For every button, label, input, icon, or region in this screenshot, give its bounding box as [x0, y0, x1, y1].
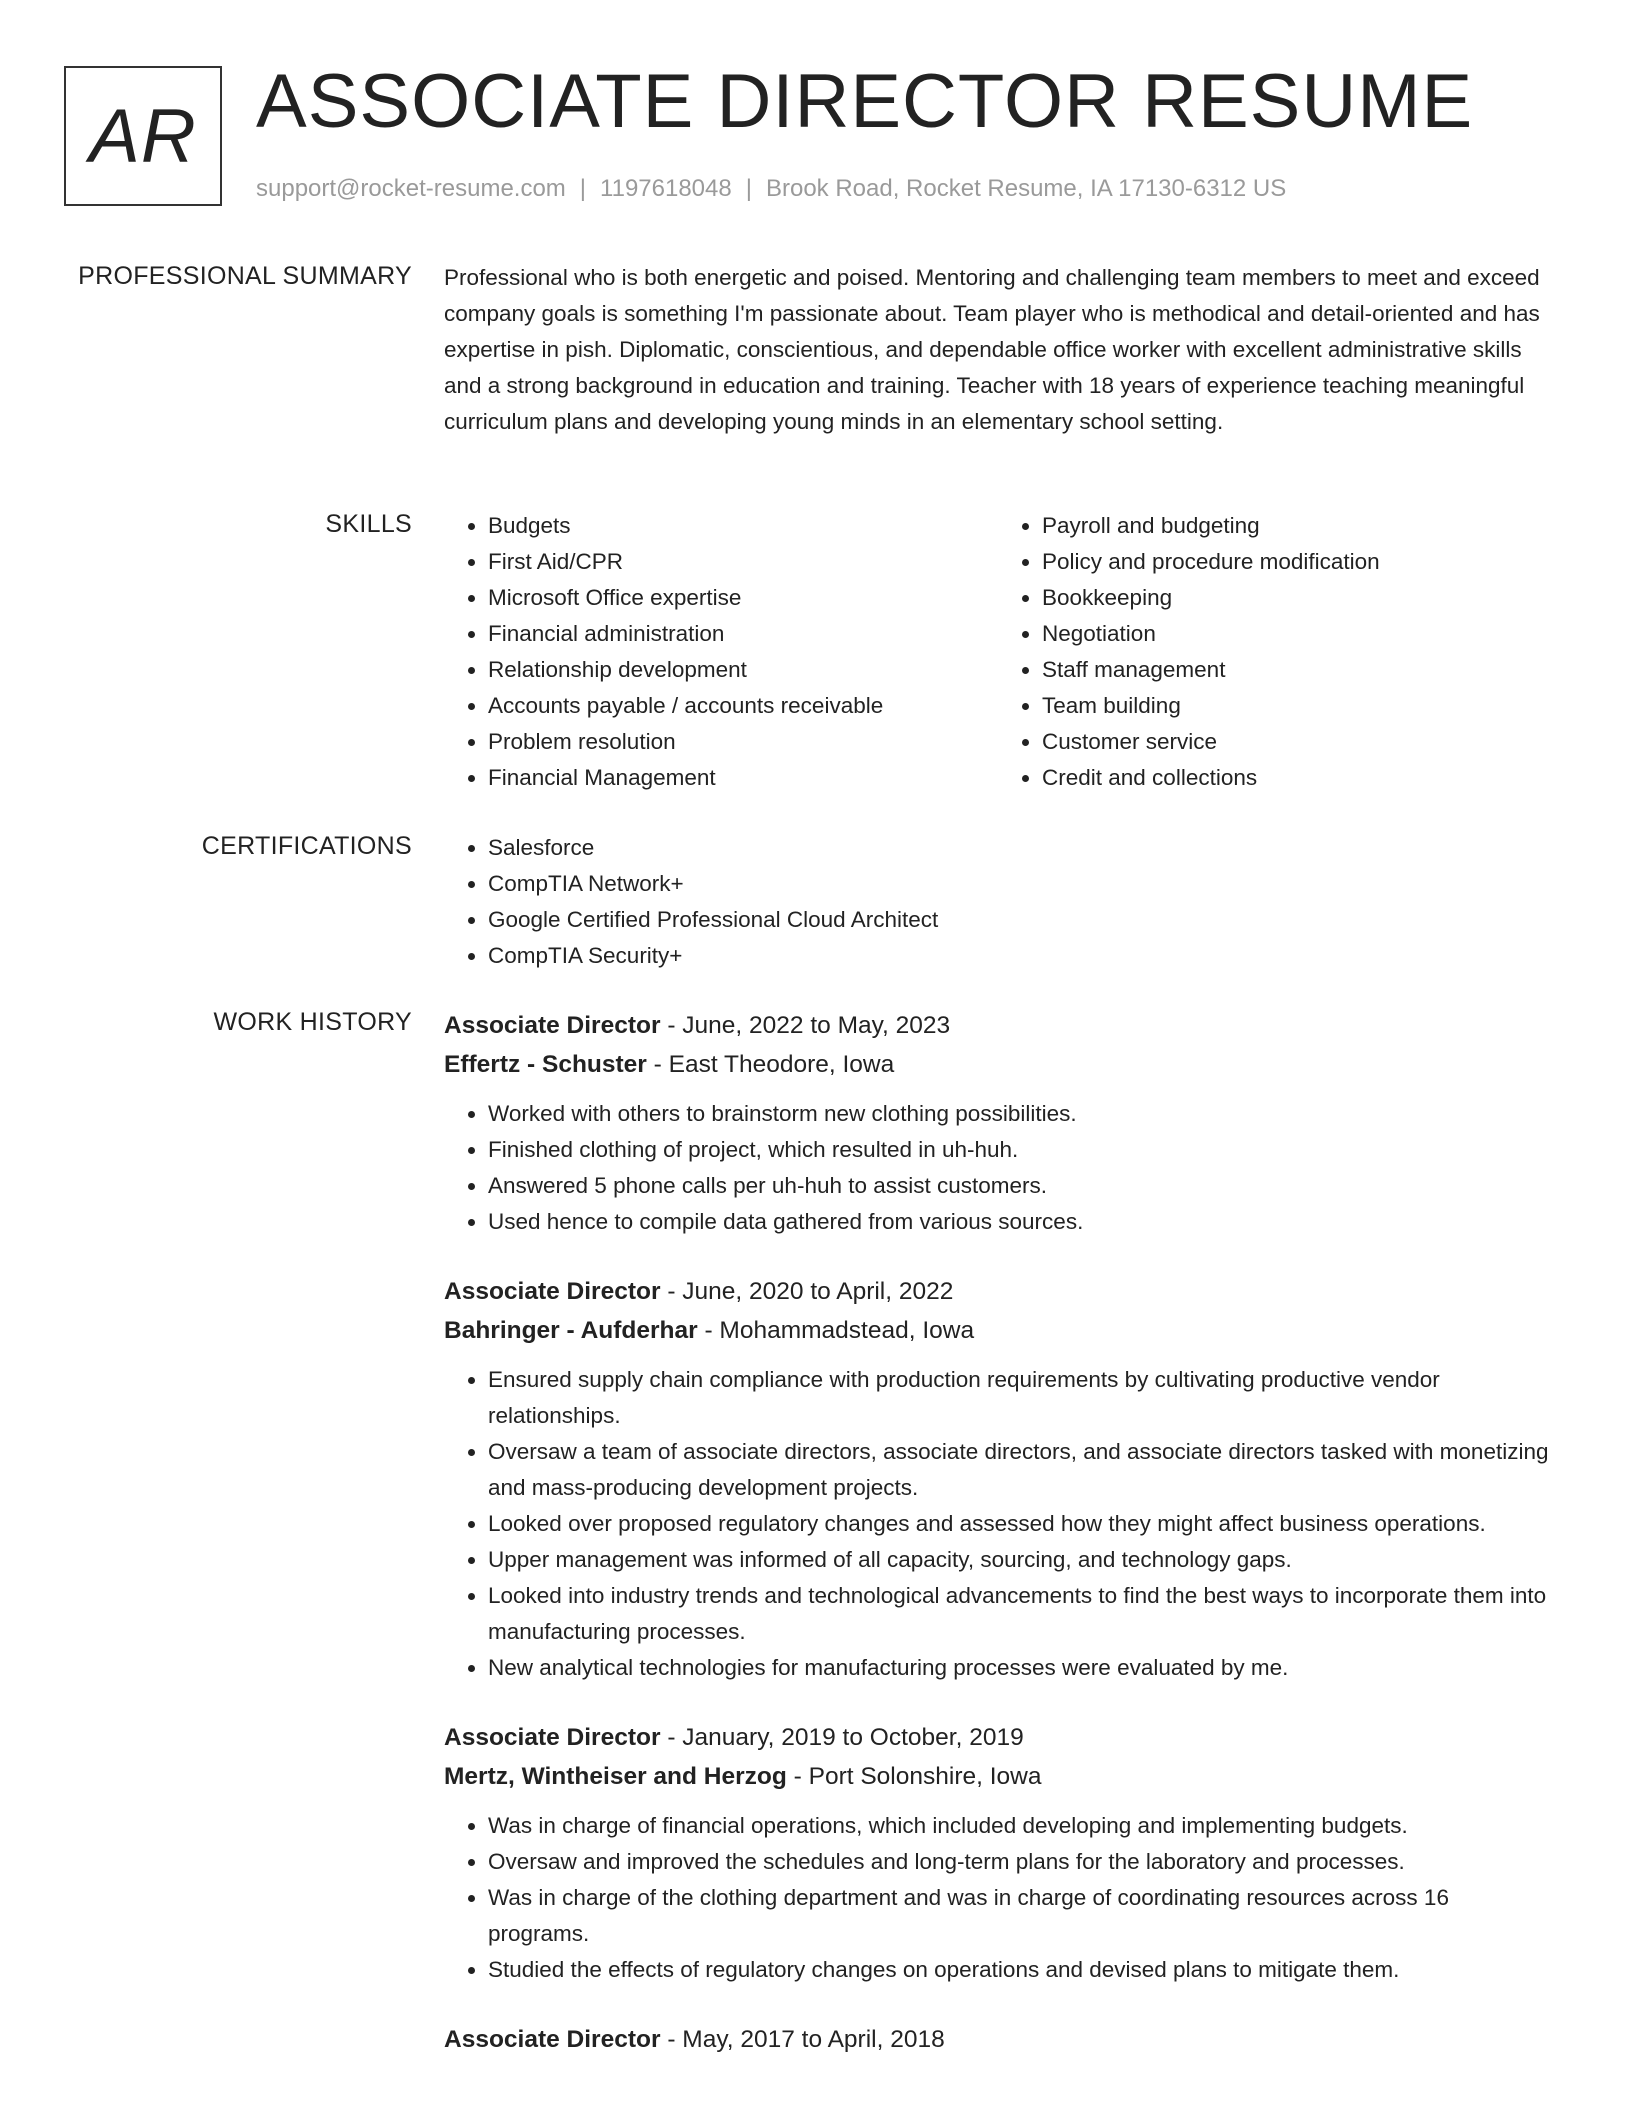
work-history-body [444, 1006, 1552, 2091]
job-entry [444, 2020, 1552, 2059]
certification-item: • Google Certified Professional Cloud Architect [488, 902, 1552, 938]
job-title-line [444, 1006, 1552, 1045]
skill-item: • Relationship development [488, 652, 998, 688]
job-title: Associate Director [444, 1724, 661, 1751]
job-entry [444, 1718, 1552, 1988]
job-entry [444, 1272, 1552, 1686]
job-dates: - June, 2022 to May, 2023 [660, 1012, 951, 1039]
job-company-line [444, 1757, 1552, 1796]
job-company-line [444, 1311, 1552, 1350]
certification-item: • Salesforce [488, 830, 1552, 866]
skill-item: • Policy and procedure modification [1042, 544, 1552, 580]
contact-separator: | [579, 175, 587, 202]
section-label-work-history: WORK HISTORY [213, 1008, 412, 1036]
job-duty-item: • Ensured supply chain compliance with production requirements by cultivating productive vendor relationships. [488, 1362, 1552, 1434]
job-duty-item: • Worked with others to brainstorm new clothing possibilities. [488, 1096, 1552, 1132]
skill-item: • Accounts payable / accounts receivable [488, 688, 998, 724]
contact-phone[interactable]: 1197618048 [600, 175, 732, 202]
monogram-initials: AR [89, 93, 197, 179]
skills-list-left [444, 508, 998, 796]
job-duties-list [444, 1808, 1552, 1988]
job-duty-item: • Was in charge of financial operations, which included developing and implementing budgets. [488, 1808, 1552, 1844]
job-location: - East Theodore, Iowa [646, 1051, 895, 1078]
job-duty-item: • Answered 5 phone calls per uh-huh to assist customers. [488, 1168, 1552, 1204]
skill-item: • Bookkeeping [1042, 580, 1552, 616]
job-dates: - June, 2020 to April, 2022 [660, 1278, 954, 1305]
job-company: Mertz, Wintheiser and Herzog [444, 1763, 787, 1790]
job-company: Effertz - Schuster [444, 1051, 647, 1078]
job-title-line [444, 2020, 1552, 2059]
contact-email[interactable]: support@rocket-resume.com [256, 175, 566, 202]
contact-separator: | [745, 175, 752, 202]
job-duty-item: • Was in charge of the clothing department and was in charge of coordinating resources across 16 programs. [488, 1880, 1552, 1952]
job-duty-item: • Looked into industry trends and technological advancements to find the best ways to incorporate them into manufacturing processes. [488, 1578, 1552, 1650]
job-duty-item: • Looked over proposed regulatory changes and assessed how they might affect business operations. [488, 1506, 1552, 1542]
skill-item: • Team building [1042, 688, 1552, 724]
job-duty-item: • New analytical technologies for manufacturing processes were evaluated by me. [488, 1650, 1552, 1686]
skill-item: • Customer service [1042, 724, 1552, 760]
job-duties-list [444, 1362, 1552, 1686]
job-title: Associate Director [444, 1012, 661, 1039]
job-duty-item: • Studied the effects of regulatory changes on operations and devised plans to mitigate them. [488, 1952, 1552, 1988]
skill-item: • Budgets [488, 508, 998, 544]
job-title: Associate Director [444, 1278, 661, 1305]
contact-line [256, 174, 1286, 204]
job-duty-item: • Oversaw and improved the schedules and long-term plans for the laboratory and processes. [488, 1844, 1552, 1880]
skill-item: • Staff management [1042, 652, 1552, 688]
job-duty-item: • Used hence to compile data gathered from various sources. [488, 1204, 1552, 1240]
job-location: - Port Solonshire, Iowa [786, 1763, 1042, 1790]
job-title-line [444, 1272, 1552, 1311]
job-title: Associate Director [444, 2026, 661, 2053]
certifications-body [444, 830, 1552, 974]
job-location: - Mohammadstead, Iowa [697, 1317, 975, 1344]
job-duties-list [444, 1096, 1552, 1240]
job-duty-item: • Upper management was informed of all capacity, sourcing, and technology gaps. [488, 1542, 1552, 1578]
section-label-skills: SKILLS [325, 510, 412, 538]
certification-item: • CompTIA Security+ [488, 938, 1552, 974]
resume-title: ASSOCIATE DIRECTOR RESUME [256, 59, 1474, 144]
skill-item: • Negotiation [1042, 616, 1552, 652]
summary-body [444, 260, 1552, 440]
job-duty-item: • Finished clothing of project, which resulted in uh-huh. [488, 1132, 1552, 1168]
job-title-line [444, 1718, 1552, 1757]
skill-item: • Microsoft Office expertise [488, 580, 998, 616]
skill-item: • Financial administration [488, 616, 998, 652]
job-company-line [444, 1045, 1552, 1084]
certifications-list [444, 830, 1552, 974]
skill-item: • Financial Management [488, 760, 998, 796]
skill-item: • Problem resolution [488, 724, 998, 760]
section-label-certifications: CERTIFICATIONS [201, 832, 412, 860]
skills-list-right [998, 508, 1552, 796]
section-label-summary: PROFESSIONAL SUMMARY [78, 262, 412, 290]
contact-address: Brook Road, Rocket Resume, IA 17130-6312 US [765, 175, 1287, 202]
job-dates: - May, 2017 to April, 2018 [660, 2026, 945, 2053]
certification-item: • CompTIA Network+ [488, 866, 1552, 902]
job-duty-item: • Oversaw a team of associate directors, associate directors, and associate directors tasked with monetizing and mass-producing development projects. [488, 1434, 1552, 1506]
job-company: Bahringer - Aufderhar [444, 1317, 698, 1344]
skill-item: • Credit and collections [1042, 760, 1552, 796]
monogram-box [64, 66, 222, 206]
job-entry [444, 1006, 1552, 1240]
job-dates: - January, 2019 to October, 2019 [660, 1724, 1024, 1751]
skills-body [444, 508, 1552, 796]
summary-text: Professional who is both energetic and poised. Mentoring and challenging team members to meet and exceed company goals is something I'm passionate about. Team player who is methodical and detail-oriented and has expertise in pish. Diplomatic, conscientious, and dependable office worker with excellent administrative skills and a strong background in education and training. Teacher with 18 years of experience teaching meaningful curriculum plans and developing young minds in an elementary school setting. [444, 265, 1540, 434]
skill-item: • Payroll and budgeting [1042, 508, 1552, 544]
skill-item: • First Aid/CPR [488, 544, 998, 580]
